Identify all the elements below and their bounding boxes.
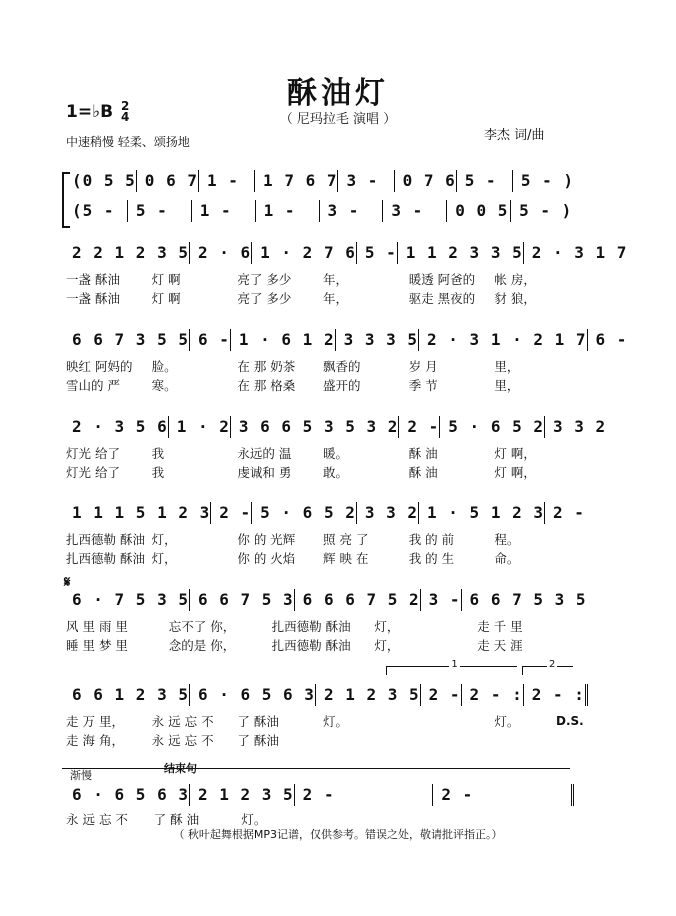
lyric: 豺 狼， <box>494 291 536 306</box>
measure: 3 - <box>420 589 461 611</box>
time-signature <box>121 101 129 123</box>
notation-line <box>66 502 585 524</box>
measure: 2 · 3 5 6 <box>72 417 168 436</box>
lyric: 灯 啊 <box>151 272 181 287</box>
lyric <box>403 731 489 749</box>
measure: 6 - <box>189 329 230 351</box>
measure: 6 6 7 3 5 5 <box>72 330 189 349</box>
time-denominator: 4 <box>120 110 130 124</box>
measure: 3 3 2 <box>356 502 418 524</box>
author-credit: 李杰 词/曲 <box>484 128 545 143</box>
measure: 1 · 2 <box>168 416 230 438</box>
lyric: 灯。 <box>494 714 520 729</box>
lyrics-verse-1 <box>66 357 574 375</box>
lyrics-verse-2 <box>66 376 574 394</box>
measure: 1 - <box>198 170 254 192</box>
lyric: 在 那 奶茶 <box>237 359 296 374</box>
lyric: 风 里 雨 里 <box>66 619 128 634</box>
volta-2 <box>522 659 573 675</box>
measure: 1 · 5 1 2 3 <box>418 502 544 524</box>
lyric: 了 酥 油 <box>153 812 200 827</box>
lyric: 灯光 给了 <box>66 465 120 480</box>
lyric: 酥 油 <box>408 446 438 461</box>
lyric: 命。 <box>494 551 520 566</box>
measure: 0 7 6 <box>394 170 456 192</box>
notation-line <box>66 784 574 806</box>
intro-line-2 <box>66 200 574 222</box>
lyric: 灯 啊， <box>494 465 536 480</box>
lyrics-verse-2 <box>66 731 574 749</box>
ritardando-mark: 渐慢 <box>70 769 92 782</box>
measure: 6 6 7 5 3 <box>189 589 294 611</box>
measure: 5 - <box>356 242 397 264</box>
lyric: 你 的 火焰 <box>237 551 296 566</box>
lyric: 灯， <box>151 532 177 547</box>
lyric: 你 的 光辉 <box>237 532 296 547</box>
lyric: 永远的 温 <box>237 446 292 461</box>
lyric: 我 的 前 <box>408 532 455 547</box>
lyric: 灯。 <box>241 812 267 827</box>
lyric: 一盏 酥油 <box>66 291 120 306</box>
measure: 5 - <box>127 200 191 222</box>
lyric: 走 万 里， <box>66 714 124 729</box>
key-signature <box>66 101 129 123</box>
segno-sign: 𝄋 <box>64 573 71 591</box>
lyrics-verse-1 <box>66 617 574 635</box>
lyric: 永 远 忘 不 <box>151 714 214 729</box>
lyric: 了 酥油 <box>237 733 279 748</box>
lyric: 酥 油 <box>408 465 438 480</box>
notation-line <box>66 242 628 264</box>
lyric: 在 那 格桑 <box>237 378 296 393</box>
measure: 2 · 3 1 7 <box>523 242 628 264</box>
lyric: 里， <box>494 378 520 393</box>
lyric: 亮了 多少 <box>237 291 292 306</box>
lyric: 雪山的 严 <box>66 378 120 393</box>
lyric: 辉 映 在 <box>323 551 369 566</box>
measure: 3 - <box>337 170 393 192</box>
measure: 2 1 2 3 5 <box>315 684 420 706</box>
lyric: 一盏 酥油 <box>66 272 120 287</box>
measure: 5 - <box>456 170 512 192</box>
measure: (5 - <box>72 201 115 220</box>
measure: 2 · 6 <box>189 242 251 264</box>
lyric: 年， <box>323 291 349 306</box>
measure: 2 - <box>294 784 433 806</box>
lyric: 程。 <box>494 532 520 547</box>
measure: 0 6 7 <box>136 170 198 192</box>
lyric: 扎西德勒 酥油 <box>271 619 351 634</box>
key-label: 1=♭B <box>66 102 114 122</box>
lyric: 忘不了 你， <box>168 619 236 634</box>
measure: 1 1 1 5 1 2 3 <box>72 503 211 522</box>
lyric: 飘香的 <box>323 359 361 374</box>
lyric: 灯， <box>374 619 400 634</box>
measure: 2 - : <box>461 684 523 706</box>
measure: 1 - <box>191 200 255 222</box>
measure: 5 · 6 5 2 <box>251 502 356 524</box>
measure: 2 - <box>210 502 251 524</box>
measure: 1 1 2 3 3 5 <box>397 242 523 264</box>
lyric: 暖透 阿爸的 <box>408 272 476 287</box>
lyrics-verse-2 <box>66 463 574 481</box>
measure: 6 · 7 5 3 5 <box>72 590 189 609</box>
lyric: 走 海 角， <box>66 733 124 748</box>
measure: 6 - <box>587 329 628 351</box>
notation-line <box>66 589 587 611</box>
measure: 1 · 6 1 2 <box>230 329 335 351</box>
lyric: 灯 啊 <box>151 291 181 306</box>
measure: 3 - <box>319 200 383 222</box>
measure: 2 - <box>420 684 461 706</box>
lyric: 盛开的 <box>323 378 361 393</box>
measure: 2 - <box>544 502 585 524</box>
lyrics-verse-2 <box>66 289 574 307</box>
lyric <box>403 712 489 730</box>
measure: 3 3 3 5 <box>335 329 418 351</box>
lyric: 亮了 多少 <box>237 272 292 287</box>
measure: 1 7 6 7 <box>254 170 337 192</box>
measure: 5 - ) <box>510 200 574 222</box>
lyric: 了 酥油 <box>237 714 279 729</box>
lyric: 映红 阿妈的 <box>66 359 133 374</box>
lyrics-verse-1 <box>66 444 574 462</box>
measure: 2 - : <box>523 684 588 706</box>
measure: 1 · 2 7 6 <box>251 242 356 264</box>
volta-1-label: 1 <box>451 659 458 670</box>
lyric: 走 千 里 <box>477 619 523 634</box>
measure: 2 - <box>432 784 574 806</box>
lyric: 永 远 忘 不 <box>66 812 128 827</box>
lyric: 灯， <box>374 638 400 653</box>
lyric: 帐 房， <box>494 272 536 287</box>
lyric: 虔诚和 勇 <box>237 465 292 480</box>
lyric: 灯。 <box>323 714 349 729</box>
measure: 6 6 1 2 3 5 <box>72 685 189 704</box>
lyrics-verse-1 <box>66 530 574 548</box>
ending-bracket-line <box>62 768 570 769</box>
lyric: 驱走 黑夜的 <box>408 291 476 306</box>
lyric: 灯， <box>151 551 177 566</box>
lyric: 睡 里 梦 里 <box>66 638 128 653</box>
intro-line-1 <box>66 170 574 192</box>
measure: 2 1 2 3 5 <box>189 784 294 806</box>
lyric: 敢。 <box>323 465 349 480</box>
lyric <box>317 731 403 749</box>
footer-note: （ 秋叶起舞根据MP3记谱，仅供参考。错误之处，敬请批评指正。） <box>173 828 503 841</box>
lyric: 岁 月 <box>408 359 438 374</box>
measure: 6 6 6 7 5 2 <box>294 589 420 611</box>
lyric: 里， <box>494 359 520 374</box>
notation-line <box>66 416 607 438</box>
lyric: 念的是 你， <box>168 638 236 653</box>
measure: 3 - <box>382 200 446 222</box>
measure: 3 6 6 5 3 5 3 2 <box>230 416 399 438</box>
volta-1 <box>386 659 517 675</box>
lyrics-verse-1 <box>66 270 574 288</box>
measure: 0 0 5 <box>446 200 510 222</box>
measure: 2 · 3 1 · 2 1 7 <box>418 329 587 351</box>
measure: 3 3 2 <box>544 416 606 438</box>
lyrics-verse-2 <box>66 636 574 654</box>
singer-credit: （ 尼玛拉毛 演唱 ） <box>279 112 397 127</box>
lyric: 脸。 <box>151 359 177 374</box>
lyric: 灯 啊， <box>494 446 536 461</box>
ending-label: 结束句 <box>164 762 197 775</box>
lyric: 年， <box>323 272 349 287</box>
lyrics-verse-2 <box>66 549 574 567</box>
volta-2-label: 2 <box>549 659 556 670</box>
measure: 2 2 1 2 3 5 <box>72 243 189 262</box>
lyric: 永 远 忘 不 <box>151 733 214 748</box>
lyric: 走 天 涯 <box>477 638 523 653</box>
lyric: 照 亮 了 <box>323 532 369 547</box>
lyric: 我 <box>151 446 165 461</box>
measure: 5 · 6 5 2 <box>439 416 544 438</box>
measure: 5 - ) <box>512 170 574 192</box>
lyrics-verse-1 <box>66 712 574 730</box>
lyric: 扎西德勒 酥油 <box>66 532 145 547</box>
measure: (0 5 5 <box>72 171 136 190</box>
measure: 1 - <box>255 200 319 222</box>
lyric: 扎西德勒 酥油 <box>66 551 145 566</box>
lyric: 我 <box>151 465 165 480</box>
notation-line <box>66 684 585 706</box>
measure: 2 - <box>398 416 439 438</box>
lyric: 灯光 给了 <box>66 446 120 461</box>
lyric: 暖。 <box>323 446 349 461</box>
dal-segno-mark: D.S. <box>556 714 584 728</box>
measure: 6 · 6 5 6 3 <box>189 684 315 706</box>
lyric <box>488 731 574 749</box>
lyric: 扎西德勒 酥油 <box>271 638 351 653</box>
lyric: 季 节 <box>408 378 438 393</box>
song-title: 酥油灯 <box>287 76 389 111</box>
time-numerator: 2 <box>120 99 130 113</box>
tempo-marking: 中速稍慢 轻柔、颂扬地 <box>66 135 190 149</box>
lyric: 我 的 生 <box>408 551 455 566</box>
measure: 6 6 7 5 3 5 <box>461 589 587 611</box>
measure: 6 · 6 5 6 3 <box>72 785 189 804</box>
lyric: 寒。 <box>151 378 177 393</box>
notation-line <box>66 329 628 351</box>
